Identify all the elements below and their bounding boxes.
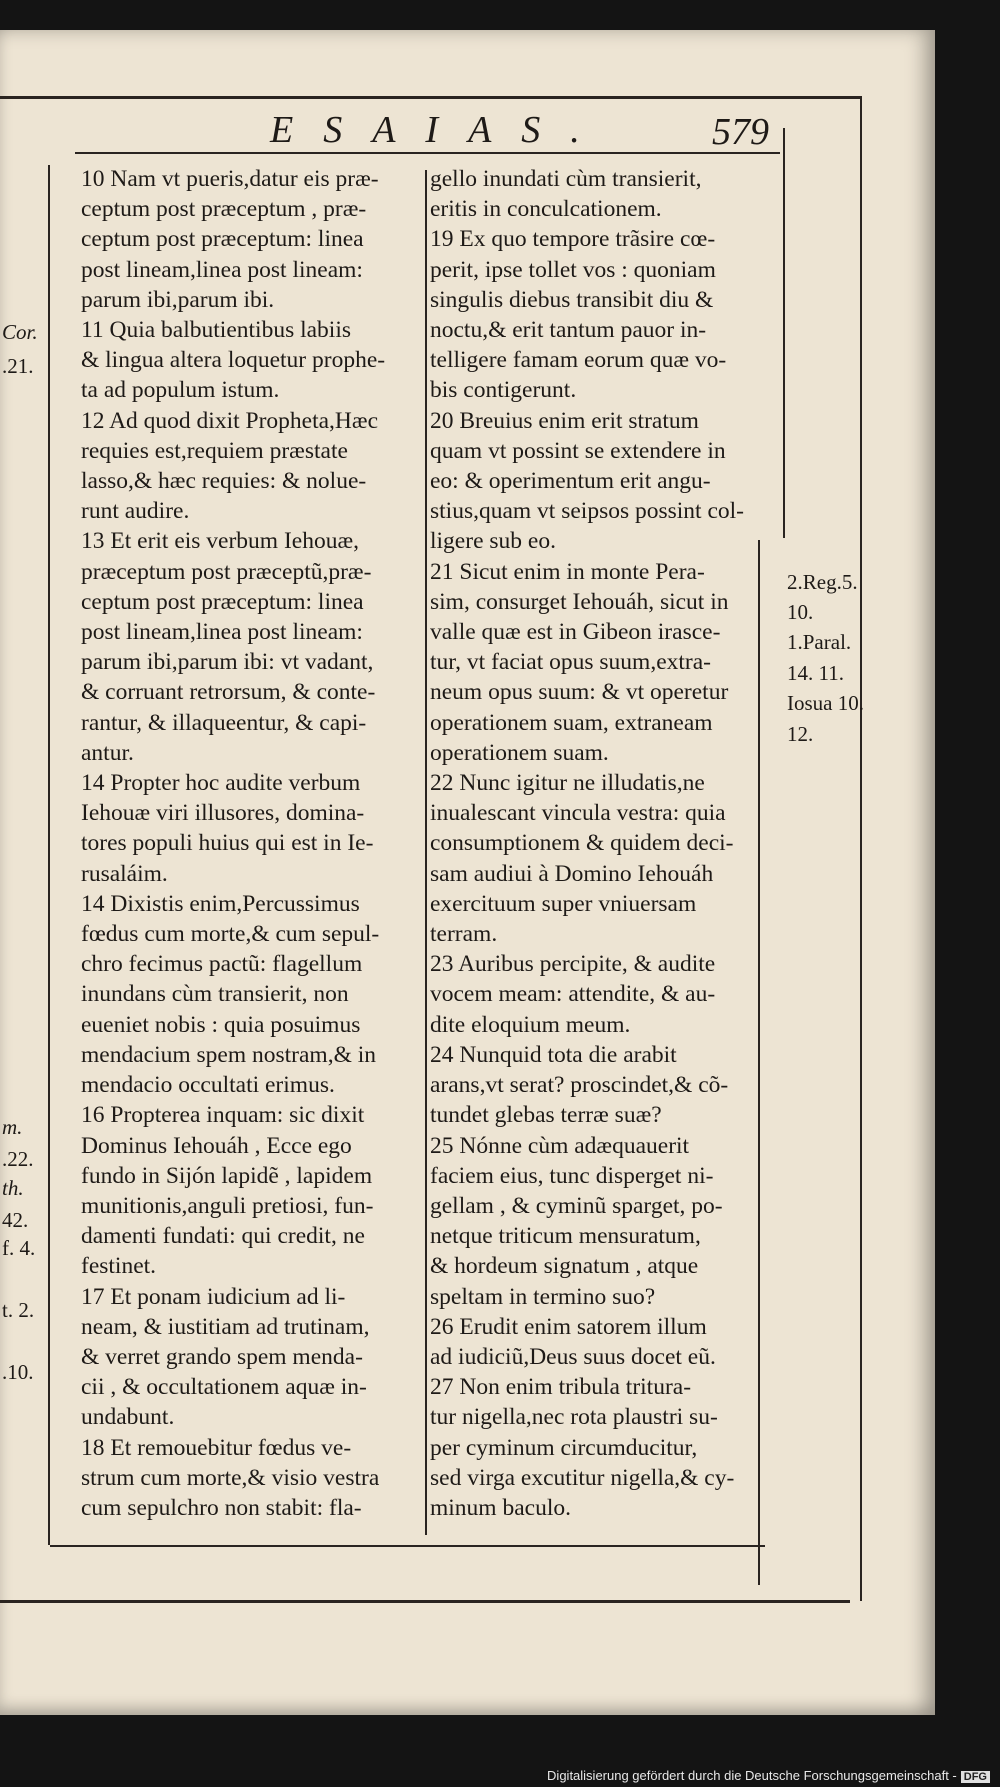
text-line: 18 Et remouebitur fœdus ve-	[81, 1434, 352, 1461]
text-line: sim, consurget Iehouáh, sicut in	[430, 588, 729, 615]
text-line: 11 Quia balbutientibus labiis	[81, 317, 351, 344]
text-line: cii , & occultationem aquæ in-	[81, 1374, 367, 1401]
margin-note: .21.	[2, 354, 34, 378]
text-line: 20 Breuius enim erit stratum	[430, 407, 699, 434]
page-number: 579	[712, 111, 769, 153]
text-line: eo: & operimentum erit angu-	[430, 468, 711, 495]
margin-note: .22.	[2, 1147, 34, 1171]
margin-note: 12.	[787, 722, 814, 746]
text-line: 21 Sicut enim in monte Pera-	[430, 558, 705, 585]
text-line: sam audiui à Domino Iehouáh	[430, 860, 714, 887]
bottom-rule	[0, 1600, 850, 1603]
text-line: ceptum post præceptum , præ-	[81, 196, 367, 223]
margin-note: Cor.	[2, 320, 38, 344]
text-line: consumptionem & quidem deci-	[430, 830, 734, 857]
text-line: arans,vt serat? proscindet,& cõ-	[430, 1072, 729, 1099]
margin-note: 1.Paral.	[787, 630, 852, 654]
text-line: ligere sub eo.	[430, 528, 556, 555]
text-line: inualescant vincula vestra: quia	[430, 800, 726, 827]
text-line: neam, & iustitiam ad trutinam,	[81, 1313, 370, 1340]
text-line: ta ad populum istum.	[81, 377, 280, 404]
text-line: tores populi huius qui est in Ie-	[81, 830, 374, 857]
text-line: lasso,& hæc requies: & nolue-	[81, 468, 367, 495]
text-line: & verret grando spem menda-	[81, 1343, 363, 1370]
text-line: noctu,& erit tantum pauor in-	[430, 317, 707, 344]
text-line: terram.	[430, 921, 498, 948]
text-line: perit, ipse tollet vos : quoniam	[430, 256, 716, 283]
left-text-column	[81, 164, 426, 1523]
text-line: rantur, & illaqueentur, & capi-	[81, 709, 367, 736]
text-line: & corruant retrorsum, & conte-	[81, 679, 376, 706]
text-line: 23 Auribus percipite, & audite	[430, 951, 716, 978]
text-line: gello inundati cùm transierit,	[430, 166, 702, 192]
margin-note: 10.	[787, 600, 814, 624]
text-line: runt audire.	[81, 498, 190, 525]
text-line: singulis diebus transibit diu &	[430, 286, 714, 313]
text-line: damenti fundati: qui credit, ne	[81, 1223, 365, 1250]
text-line: ceptum post præceptum: linea	[81, 226, 364, 253]
text-line: rusaláim.	[81, 860, 168, 887]
text-line: ad iudiciũ,Deus suus docet eũ.	[430, 1343, 716, 1370]
text-line: præceptum post præceptũ,præ-	[81, 558, 372, 585]
text-line: Dominus Iehouáh , Ecce ego	[81, 1132, 352, 1159]
right-text-rule	[783, 128, 785, 538]
outer-frame-rule	[860, 96, 862, 1601]
text-line: strum cum morte,& visio vestra	[81, 1464, 380, 1491]
text-line: undabunt.	[81, 1404, 175, 1431]
text-line: telligere famam eorum quæ vo-	[430, 347, 727, 374]
right-text-column	[430, 164, 775, 1523]
text-line: fundo in Sijón lapidẽ , lapidem	[81, 1162, 373, 1189]
text-line: neum opus suum: & vt operetur	[430, 679, 729, 706]
text-line: mendacio occultati erimus.	[81, 1072, 335, 1099]
text-line: post lineam,linea post lineam:	[81, 256, 363, 283]
text-line: minum baculo.	[430, 1494, 571, 1521]
text-line: 10 Nam vt pueris,datur eis præ-	[81, 166, 379, 192]
margin-note: 42.	[2, 1208, 29, 1232]
text-line: & hordeum signatum , atque	[430, 1253, 699, 1280]
text-line: exercituum super vniuersam	[430, 890, 697, 917]
text-line: 14 Propter hoc audite verbum	[81, 770, 361, 797]
text-line: munitionis,anguli pretiosi, fun-	[81, 1192, 374, 1219]
text-line: 26 Erudit enim satorem illum	[430, 1313, 707, 1340]
running-head: ESAIAS.	[270, 109, 610, 151]
text-line: tur, vt faciat opus suum,extra-	[430, 649, 711, 676]
text-line: 27 Non enim tribula tritura-	[430, 1374, 692, 1401]
text-line: per cyminum circumducitur,	[430, 1434, 698, 1461]
text-line: gellam , & cyminũ sparget, po-	[430, 1192, 723, 1219]
text-line: eueniet nobis : quia posuimus	[81, 1011, 361, 1038]
text-line: 24 Nunquid tota die arabit	[430, 1041, 677, 1068]
text-line: netque triticum mensuratum,	[430, 1223, 701, 1250]
margin-note: th.	[2, 1176, 24, 1200]
text-line: tundet glebas terræ suæ?	[430, 1102, 662, 1129]
text-line: parum ibi,parum ibi.	[81, 286, 275, 313]
text-line: quam vt possint se extendere in	[430, 437, 726, 464]
text-line: 17 Et ponam iudicium ad li-	[81, 1283, 346, 1310]
left-frame-rule	[48, 165, 50, 1545]
margin-note: f. 4.	[2, 1236, 36, 1260]
text-line: dite eloquium meum.	[430, 1011, 631, 1038]
text-line: fœdus cum morte,& cum sepul-	[81, 921, 380, 948]
text-line: 13 Et erit eis verbum Iehouæ,	[81, 528, 360, 555]
text-line: inundans cùm transierit, non	[81, 981, 349, 1008]
text-line: bis contigerunt.	[430, 377, 577, 404]
text-line: antur.	[81, 739, 134, 766]
text-line: operationem suam, extraneam	[430, 709, 713, 736]
text-line: stius,quam vt seipsos possint col-	[430, 498, 744, 525]
bottom-text-rule	[50, 1545, 765, 1547]
margin-note: .10.	[2, 1360, 34, 1384]
text-line: post lineam,linea post lineam:	[81, 619, 363, 646]
text-line: Iehouæ viri illusores, domina-	[81, 800, 365, 827]
text-line: festinet.	[81, 1253, 157, 1280]
text-line: eritis in conculcationem.	[430, 196, 662, 223]
text-line: speltam in termino suo?	[430, 1283, 656, 1310]
top-rule	[0, 96, 862, 99]
text-line: mendacium spem nostram,& in	[81, 1041, 377, 1068]
text-line: parum ibi,parum ibi: vt vadant,	[81, 649, 374, 676]
margin-note: t. 2.	[2, 1298, 35, 1322]
margin-note: Iosua 10.	[787, 691, 864, 715]
text-line: faciem eius, tunc disperget ni-	[430, 1162, 714, 1189]
header-rule	[75, 152, 780, 154]
text-line: 12 Ad quod dixit Propheta,Hæc	[81, 407, 378, 434]
text-line: sed virga excutitur nigella,& cy-	[430, 1464, 735, 1491]
digitization-credit	[547, 1768, 990, 1783]
margin-note: 2.Reg.5.	[787, 570, 858, 594]
text-line: 14 Dixistis enim,Percussimus	[81, 890, 360, 917]
text-line: vocem meam: attendite, & au-	[430, 981, 716, 1008]
dfg-logo: DFG	[961, 1771, 990, 1783]
text-line: operationem suam.	[430, 739, 609, 766]
text-line: ceptum post præceptum: linea	[81, 588, 364, 615]
text-line: cum sepulchro non stabit: fla-	[81, 1494, 362, 1521]
text-line: valle quæ est in Gibeon irasce-	[430, 619, 721, 646]
text-line: & lingua altera loquetur prophe-	[81, 347, 386, 374]
text-line: 19 Ex quo tempore trãsire cœ-	[430, 226, 716, 253]
margin-note: 14. 11.	[787, 661, 844, 685]
text-line: tur nigella,nec rota plaustri su-	[430, 1404, 718, 1431]
text-line: requies est,requiem præstate	[81, 437, 348, 464]
text-line: 16 Propterea inquam: sic dixit	[81, 1102, 365, 1129]
credit-text: Digitalisierung gefördert durch die Deutsche Forschungsgemeinschaft -	[547, 1768, 957, 1783]
margin-note: m.	[2, 1115, 23, 1139]
text-line: 25 Nónne cùm adæquauerit	[430, 1132, 690, 1159]
text-line: chro fecimus pactũ: flagellum	[81, 951, 363, 978]
text-line: 22 Nunc igitur ne illudatis,ne	[430, 770, 705, 797]
